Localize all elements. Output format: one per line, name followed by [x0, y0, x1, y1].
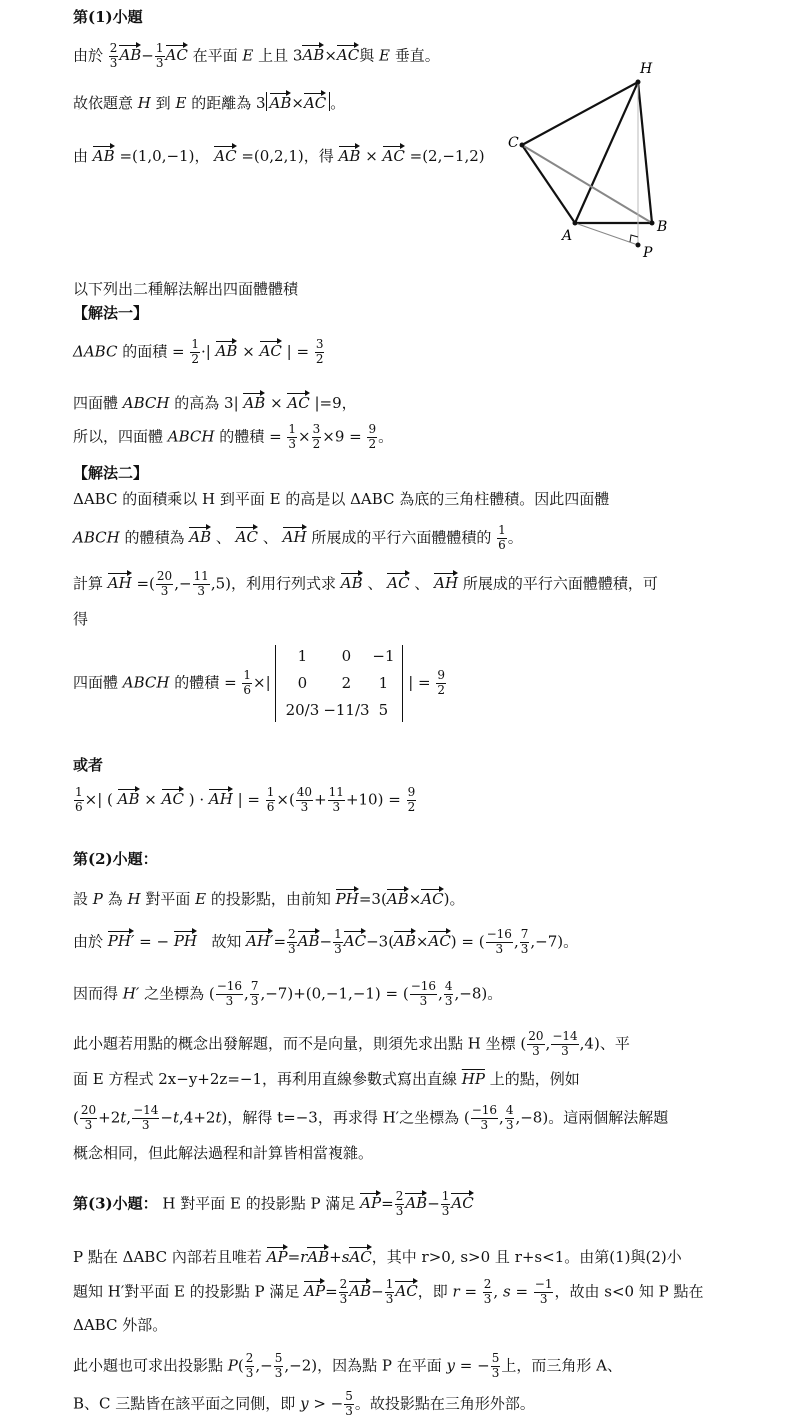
part3-line2: P 點在 ΔABC 內部若且唯若 AP=rAB+sAC，其中 r>0, s>0 且 r+s<1。由第(1)與(2)小 [73, 1248, 682, 1266]
method2-or: 或者 [73, 756, 104, 774]
part2-line2: 由於 PH′ = − PH 故知 AH′= $\frac{2}{3}$ AB− $\frac{1}{3}$ AC−3(AB×AC) = ( $\frac{-16}{3}$ , $\frac{7}{3}$ ,−7)。 [73, 927, 579, 956]
label-p: P [643, 245, 653, 261]
part2-heading: 第(2)小題： [73, 850, 158, 868]
method1-height: 四面體 ABCH 的高為 3| AB × AC |=9， [73, 394, 357, 412]
method2-p2: ABCH 的體積為 AB 、 AC 、 AH 所展成的平行六面體體積的 $\frac{1}{6}$ 。 [73, 523, 523, 552]
part3-line5: 此小題也可求出投影點 P( $\frac{2}{3}$ ,− $\frac{5}{3}$ ,−2)，因為點 P 在平面 y = − $\frac{5}{3}$ 上，而三角形 A、 [73, 1351, 622, 1380]
method2-determinant: 四面體 ABCH 的體積 = $\frac{1}{6}$ ×| 1 0 −1 0 2 1 20/3 −11/3 5 | = $\frac{9}{2}$ [73, 645, 447, 722]
tetrahedron-figure [500, 55, 680, 265]
method2-p4: 得 [73, 610, 89, 628]
part3-heading-line: 第(3)小題： H 對平面 E 的投影點 P 滿足 AP= $\frac{2}{3}$ AB− $\frac{1}{3}$ AC [73, 1189, 474, 1218]
method2-heading: 【解法二】 [73, 464, 149, 482]
label-c: C [508, 135, 519, 151]
part1-line3: 由 AB =(1,0,−1)， AC =(0,2,1)，得 AB × AC =(2,−1,2) [73, 147, 485, 165]
part3-line6: B、C 三點皆在該平面之同側，即 y > − $\frac{5}{3}$ 。故投影點在三角形外部。 [73, 1389, 535, 1418]
part1-intro: 以下列出二種解法解出四面體體積 [73, 280, 299, 298]
part2-line7: 概念相同，但此解法過程和計算皆相當複雜。 [73, 1144, 374, 1162]
part1-line1: 由於 $\frac{2}{3}$ AB− $\frac{1}{3}$ AC 在平面 E 上且 3AB×AC與 E 垂直。 [73, 41, 440, 70]
part2-line5: 面 E 方程式 2x−y+2z=−1，再利用直線參數式寫出直線 $\overline{HP}$ 上的點，例如 [73, 1070, 580, 1088]
determinant-matrix: 1 0 −1 0 2 1 20/3 −11/3 5 [275, 645, 403, 722]
part2-line1: 設 P 為 H 對平面 E 的投影點，由前知 PH=3(AB×AC)。 [73, 890, 465, 908]
part2-line3: 因而得 H′ 之坐標為 ( $\frac{-16}{3}$ , $\frac{7}{3}$ ,−7)+(0,−1,−1) = ( $\frac{-16}{3}$ , $\frac{4}{3}$ ,−8)。 [73, 979, 503, 1008]
method1-area: ΔABC 的面積 = $\frac{1}{2}$ ·| AB × AC | = $\frac{3}{2}$ [73, 337, 324, 366]
part1-heading: 第(1)小題 [73, 8, 143, 26]
part2-line4: 此小題若用點的概念出發解題，而不是向量，則須先求出點 H 坐標 ( $\frac{20}{3}$ , $\frac{-14}{3}$ ,4)、平 [73, 1029, 630, 1058]
label-b: B [657, 219, 668, 235]
part2-line6: ( $\frac{20}{3}$ +2t, $\frac{-14}{3}$ −t,4+2t)，解得 t=−3，再求得 H′之坐標為 ( $\frac{-16}{3}$ , $\frac{4}{3}$ ,−8)。這兩個解法解題 [73, 1103, 669, 1132]
method1-volume: 所以，四面體 ABCH 的體積 = $\frac{1}{3}$ × $\frac{3}{2}$ ×9 = $\frac{9}{2}$ 。 [73, 422, 394, 451]
part1-line2: 故依題意 H 到 E 的距離為 3 AB×AC 。 [73, 94, 346, 112]
part3-line4: ΔABC 外部。 [73, 1316, 168, 1334]
label-h: H [640, 61, 653, 77]
label-a: A [562, 228, 573, 244]
method2-p3: 計算 AH =( $\frac{20}{3}$ ,− $\frac{11}{3}$ ,5)，利用行列式求 AB 、 AC 、 AH 所展成的平行六面體體積，可 [73, 569, 658, 598]
part3-line3: 題知 H′對平面 E 的投影點 P 滿足 AP= $\frac{2}{3}$ AB− $\frac{1}{3}$ AC，即 r = $\frac{2}{3}$ , s = $\frac{-1}{3}$ ，故由 s<0 知 P 點在 [73, 1277, 704, 1306]
method2-triple-product: $\frac{1}{6}$ ×| ( AB × AC ) · AH | = $\frac{1}{6}$ ×( $\frac{40}{3}$ + $\frac{11}{3}$ +10) = $\frac{9}{2}$ [75, 785, 416, 814]
method1-heading: 【解法一】 [73, 304, 149, 322]
method2-p1: ΔABC 的面積乘以 H 到平面 E 的高是以 ΔABC 為底的三角柱體積。因此四面體 [73, 490, 610, 508]
